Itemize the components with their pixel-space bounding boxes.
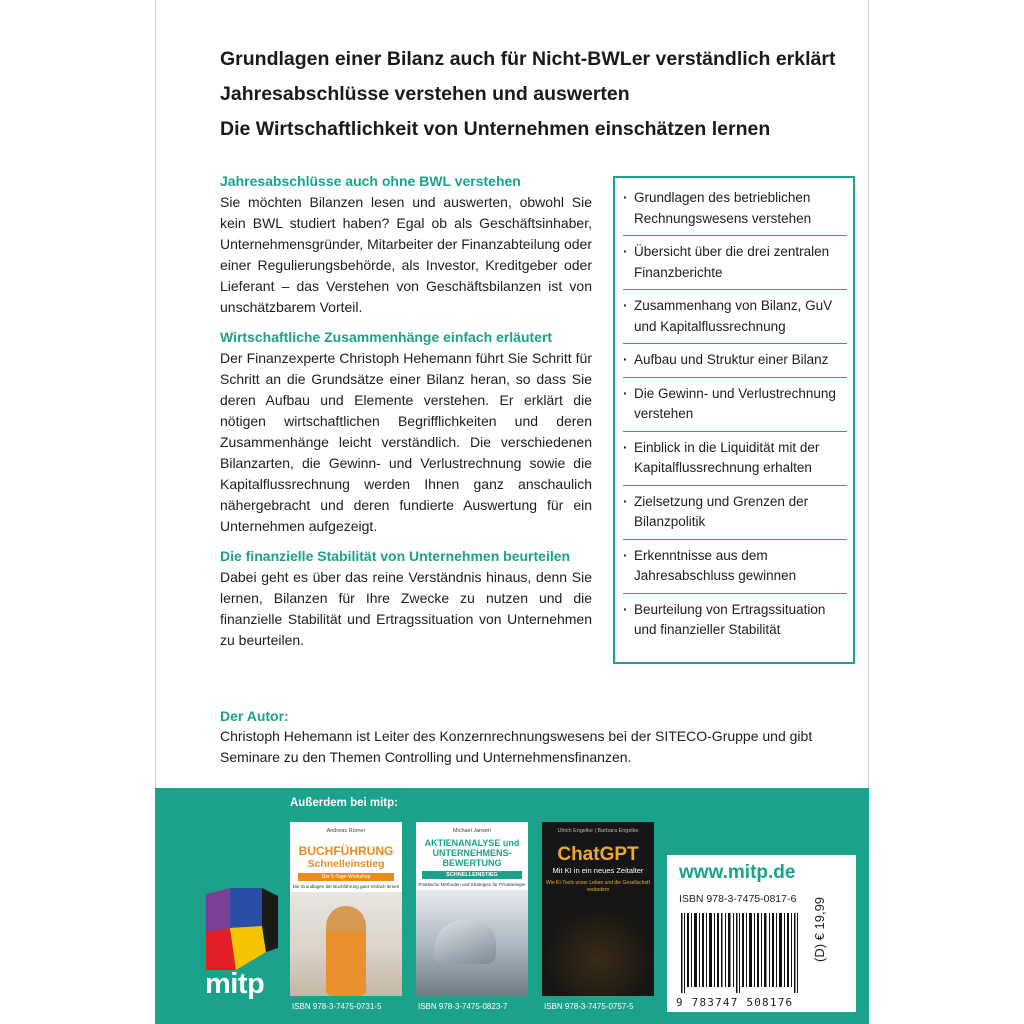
book-tagline: Die Grundlagen der Buchführung ganz einfach lernen bbox=[292, 884, 400, 889]
book-title: BUCHFÜHRUNG bbox=[298, 844, 394, 858]
feature-item: · Zielsetzung und Grenzen der Bilanzpolitik bbox=[623, 485, 847, 533]
section-heading-1: Jahresabschlüsse auch ohne BWL verstehen bbox=[220, 173, 521, 189]
book-tagline: Wie KI-Tools unser Leben und die Gesellschaft verändern bbox=[546, 880, 650, 893]
author-heading: Der Autor: bbox=[220, 708, 289, 724]
book-cover-buchfuehrung bbox=[290, 822, 402, 1016]
book-subtitle: SCHNELLEINSTIEG bbox=[422, 871, 522, 879]
feature-item: · Erkenntnisse aus dem Jahresabschluss gewinnen bbox=[623, 539, 847, 587]
book-cover-photo bbox=[290, 892, 402, 996]
book-title-sub: Schnelleinstieg bbox=[307, 858, 385, 870]
section-text-3: Dabei geht es über das reine Verständnis hinaus, denn Sie lernen, Bilanzen für Ihre Zwecke zu nutzen und die finanzielle Stabilität und Ertragssituation von Unternehmen zu beurteilen. bbox=[220, 569, 592, 648]
book-tagline: Praktische Methoden und Strategien für Privatanleger bbox=[418, 882, 526, 887]
author-bio: Christoph Hehemann ist Leiter des Konzernrechnungswesens bei der SITECO-Gruppe und gibt Seminare zu den Themen Controlling und Unternehmensfinanzen. bbox=[220, 728, 813, 765]
bull-illustration bbox=[434, 920, 496, 964]
book-isbn: ISBN 978-3-7475-0731-5 bbox=[292, 1002, 382, 1011]
barcode-icon bbox=[681, 913, 799, 993]
author-section bbox=[220, 706, 840, 768]
feature-item: · Beurteilung von Ertragssituation und finanzieller Stabilität bbox=[623, 593, 847, 641]
book-title: AKTIENANALYSE und UNTERNEHMENS-BEWERTUNG bbox=[424, 838, 520, 868]
book-cover-aktienanalyse bbox=[416, 822, 528, 1016]
feature-item: · Zusammenhang von Bilanz, GuV und Kapitalflussrechnung bbox=[623, 289, 847, 337]
book-title-sub: Mit KI in ein neues Zeitalter bbox=[552, 866, 644, 875]
book-isbn: ISBN 978-3-7475-0757-5 bbox=[544, 1002, 634, 1011]
feature-item: · Grundlagen des betrieblichen Rechnungswesens verstehen bbox=[623, 188, 847, 229]
book-isbn: ISBN 978-3-7475-0823-7 bbox=[418, 1002, 508, 1011]
also-available-label: Außerdem bei mitp: bbox=[290, 797, 398, 809]
book-cover-photo bbox=[542, 906, 654, 996]
price-label: (D) € 19,99 bbox=[812, 896, 827, 962]
book-title: ChatGPT bbox=[557, 844, 639, 865]
publisher-website: www.mitp.de bbox=[679, 862, 796, 883]
headline-2: Jahresabschlüsse verstehen und auswerten bbox=[220, 83, 630, 105]
book-cover-photo bbox=[416, 890, 528, 996]
feature-list bbox=[623, 188, 847, 641]
description-column bbox=[220, 170, 592, 659]
book-cover-chatgpt bbox=[542, 822, 654, 1016]
mitp-logo-icon bbox=[206, 888, 278, 970]
feature-list-box bbox=[613, 176, 855, 664]
headline-3: Die Wirtschaftlichkeit von Unternehmen einschätzen lernen bbox=[220, 118, 771, 140]
book-subtitle: Der 5-Tage-Workshop bbox=[298, 873, 394, 881]
section-heading-3: Die finanzielle Stabilität von Unternehmen beurteilen bbox=[220, 548, 571, 564]
book-author: Michael Jansen bbox=[452, 828, 492, 834]
section-text-2: Der Finanzexperte Christoph Hehemann führt Sie Schritt für Schritt an die Grundsätze einer Bilanz heran, so dass Sie deren Aufbau und Elemente verstehen. Er erklärt die nötigen wirtschaftlichen Begrifflichkeiten und deren Zusammenhänge leicht verständlich. Die verschiedenen Bilanzarten, die Gewinn- und Verlustrechnung sowie die Kapitalflussrechnung werden Ihnen ganz anschaulich nähergebracht und deren fundierte Auswertung für ein Unternehmen aufgezeigt. bbox=[220, 350, 592, 534]
headline-block bbox=[220, 42, 860, 147]
person-illustration bbox=[326, 906, 366, 996]
feature-item: · Einblick in die Liquidität mit der Kapitalflussrechnung erhalten bbox=[623, 431, 847, 479]
feature-item: · Aufbau und Struktur einer Bilanz bbox=[623, 343, 847, 371]
feature-item: · Die Gewinn- und Verlustrechnung verstehen bbox=[623, 377, 847, 425]
isbn-number: ISBN 978-3-7475-0817-6 bbox=[679, 893, 797, 905]
headline-1: Grundlagen einer Bilanz auch für Nicht-BWLer verständlich erklärt bbox=[220, 48, 836, 70]
section-heading-2: Wirtschaftliche Zusammenhänge einfach erläutert bbox=[220, 329, 553, 345]
book-author: Ulrich Engelke | Barbara Engelke bbox=[557, 828, 639, 834]
section-text-1: Sie möchten Bilanzen lesen und auswerten, obwohl Sie kein BWL studiert haben? Egal ob als Geschäftsinhaber, Unternehmensgründer, Mitarbeiter der Finanzabteilung oder einer Regulierungsbehörde, als Investor, Kreditgeber oder Lieferant – das Verstehen von Geschäftsbilanzen ist von unschätzbarem Vorteil. bbox=[220, 194, 592, 315]
barcode-digits: 9 783747 508176 bbox=[676, 996, 794, 1009]
feature-item: · Übersicht über die drei zentralen Finanzberichte bbox=[623, 235, 847, 283]
book-author: Andreas Rürner bbox=[326, 828, 366, 834]
publisher-logo-text: mitp bbox=[205, 968, 265, 1000]
